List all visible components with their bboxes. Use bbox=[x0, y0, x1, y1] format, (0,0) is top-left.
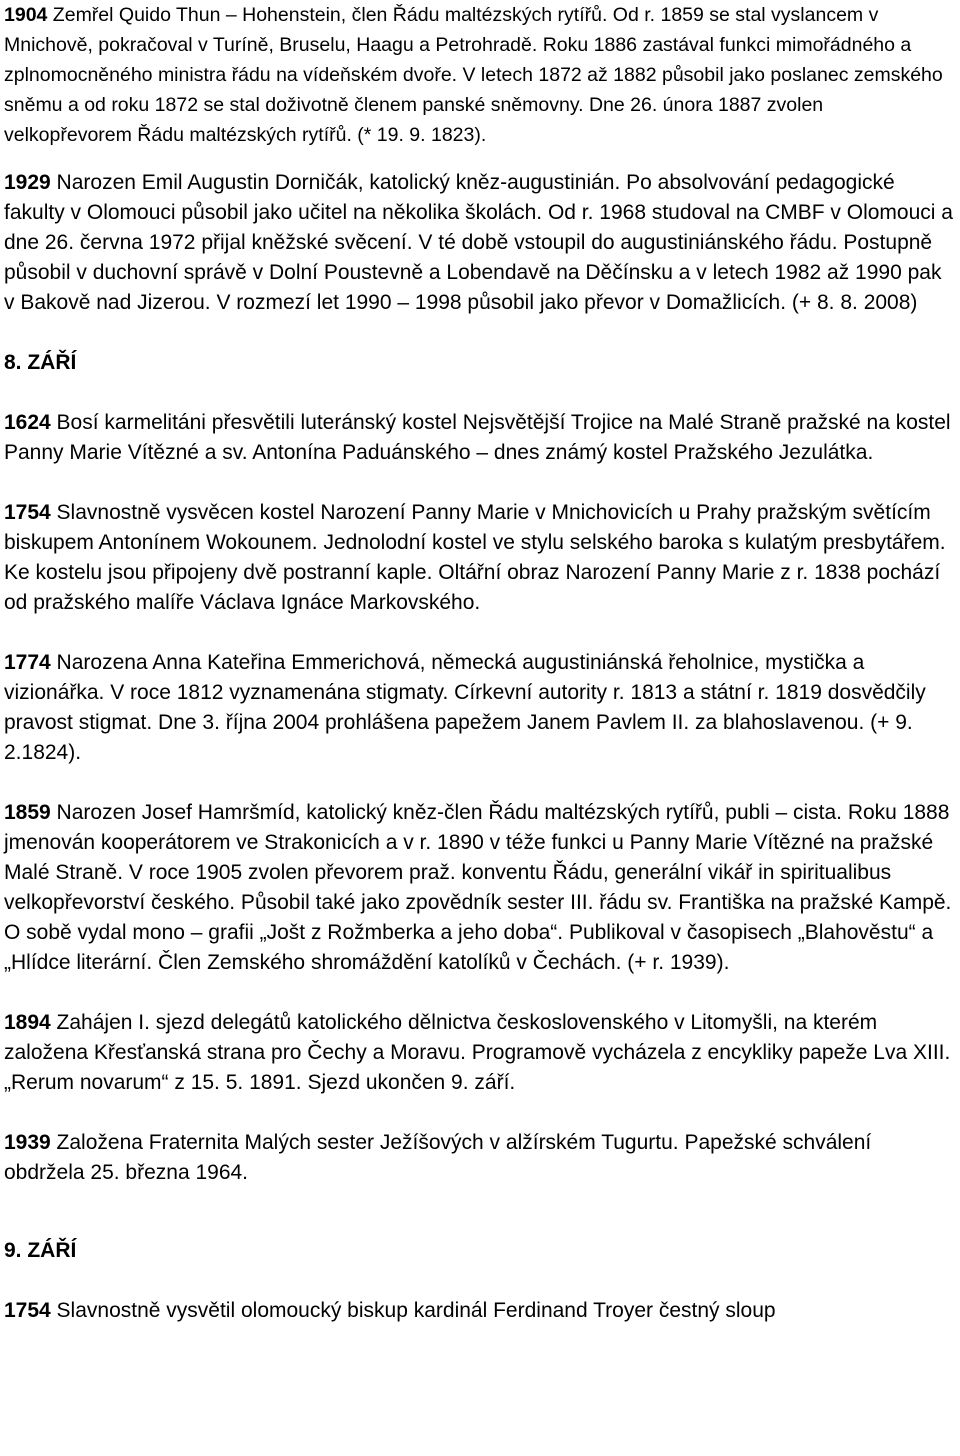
entry-text: Slavnostně vysvěcen kostel Narození Panny Marie v Mnichovicích u Prahy pražským světícím biskupem Antonínem Wokounem. Jednolodní kostel ve stylu selského baroka s kulatým presbytářem. Ke kostelu jsou připojeny dvě postranní kaple. Oltářní obraz Narození Panny Marie z r. 1838 pochází od pražského malíře Václava Ignáce Markovského. bbox=[4, 501, 946, 614]
entry-year: 1894 bbox=[4, 1011, 51, 1034]
entry-year: 1624 bbox=[4, 411, 51, 434]
entry-year: 1754 bbox=[4, 501, 51, 524]
entry-year: 1859 bbox=[4, 801, 51, 824]
entry-1929 bbox=[4, 168, 954, 318]
entry-text: Založena Fraternita Malých sester Ježíšových v alžírském Tugurtu. Papežské schválení obdržela 25. března 1964. bbox=[4, 1131, 872, 1184]
entry-1894 bbox=[4, 1008, 954, 1098]
entry-text: Zahájen I. sjezd delegátů katolického dělnictva československého v Litomyšli, na kterém založena Křesťanská strana pro Čechy a Moravu. Programově vycházela z encykliky papeže Lva XIII. „Rerum novarum“ z 15. 5. 1891. Sjezd ukončen 9. září. bbox=[4, 1011, 951, 1094]
entry-text: Slavnostně vysvětil olomoucký biskup kardinál Ferdinand Troyer čestný sloup bbox=[50, 1299, 776, 1322]
entry-text: Narozen Emil Augustin Dorničák, katolický kněz-augustinián. Po absolvování pedagogické fakulty v Olomouci působil jako učitel na několika školách. Od r. 1968 studoval na CMBF v Olomouci a dne 26. června 1972 přijal kněžské svěcení. V té době vstoupil do augustiniánského řádu. Postupně působil v duchovní správě v Dolní Poustevně a Lobendavě na Děčínsku a v letech 1982 až 1990 pak v Bakově nad Jizerou. V rozmezí let 1990 – 1998 působil jako převor v Domažlicích. (+ 8. 8. 2008) bbox=[4, 171, 953, 314]
entry-text: Narozen Josef Hamršmíd, katolický kněz-člen Řádu maltézských rytířů, publi – cista. Roku 1888 jmenován kooperátorem ve Strakonicích a v r. 1890 v téže funkci u Panny Marie Vítězné na pražské Malé Straně. V roce 1905 zvolen převorem praž. konventu Řádu, generální vikář in spiritualibus velkopřevorství českého. Působil také jako zpovědník sester III. řádu sv. Františka na pražské Kampě. O sobě vydal mono – grafii „Jošt z Rožmberka a jeho doba“. Publikoval v časopisech „Blahověstu“ a „Hlídce literární. Člen Zemského shromáždění katolíků v Čechách. (+ r. 1939). bbox=[4, 801, 952, 974]
entry-1624 bbox=[4, 408, 954, 468]
entry-year: 1929 bbox=[4, 171, 51, 194]
entry-1774 bbox=[4, 648, 954, 768]
entry-year: 1939 bbox=[4, 1131, 51, 1154]
entry-1754 bbox=[4, 498, 954, 618]
entry-year: 1774 bbox=[4, 651, 51, 674]
document-page bbox=[4, 0, 954, 1326]
entry-year: 1754 bbox=[4, 1299, 51, 1322]
entry-1859 bbox=[4, 798, 954, 978]
entry-year: 1904 bbox=[4, 4, 48, 26]
day-heading-8-september: 8. ZÁŘÍ bbox=[4, 351, 77, 374]
entry-1904 bbox=[4, 0, 954, 150]
entry-text: Bosí karmelitáni přesvětili luteránský kostel Nejsvětější Trojice na Malé Straně pražské na kostel Panny Marie Vítězné a sv. Antonína Paduánského – dnes známý kostel Pražského Jezulátka. bbox=[4, 411, 951, 464]
entry-1939 bbox=[4, 1128, 954, 1188]
day-heading-9-september: 9. ZÁŘÍ bbox=[4, 1239, 77, 1262]
entry-1754-olomouc bbox=[4, 1296, 954, 1326]
entry-text: Zemřel Quido Thun – Hohenstein, člen Řádu maltézských rytířů. Od r. 1859 se stal vyslancem v Mnichově, pokračoval v Turíně, Bruselu, Haagu a Petrohradě. Roku 1886 zastával funkci mimořádného a zplnomocněného ministra řádu na vídeňském dvoře. V letech 1872 až 1882 působil jako poslanec zemského sněmu a od roku 1872 se stal doživotně členem panské sněmovny. Dne 26. února 1887 zvolen velkopřevorem Řádu maltézských rytířů. (* 19. 9. 1823). bbox=[4, 4, 943, 146]
entry-text: Narozena Anna Kateřina Emmerichová, německá augustiniánská řeholnice, mystička a vizionářka. V roce 1812 vyznamenána stigmaty. Církevní autority r. 1813 a státní r. 1819 dosvědčily pravost stigmat. Dne 3. října 2004 prohlášena papežem Janem Pavlem II. za blahoslavenou. (+ 9. 2.1824). bbox=[4, 651, 926, 764]
